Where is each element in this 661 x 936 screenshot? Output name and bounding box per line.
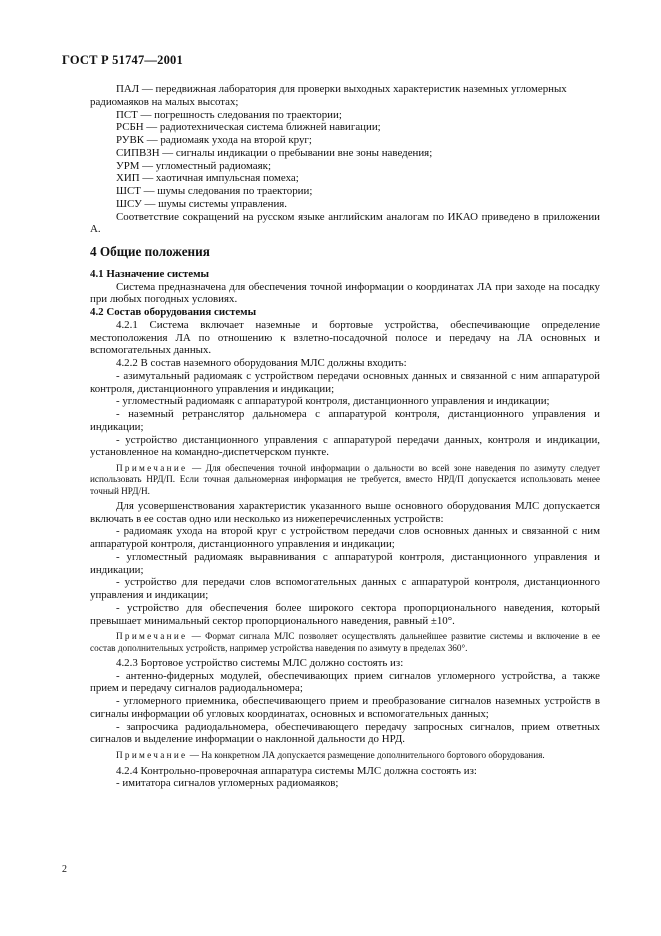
- improvement-intro: Для усовершенствования характеристик указанного выше основного оборудования МЛС допускается включать в ее состав одно или несколько из нижеперечисленных устройств:: [90, 499, 600, 525]
- onboard-item: - запросчика радиодальномера, обеспечивающего передачу запросных сигналов, прием ответных сигналов и выделение информации о наклонной дальности до НРД.: [90, 720, 600, 746]
- abbreviation-item: ШСУ — шумы системы управления.: [116, 197, 288, 210]
- subsection-4-1-heading: 4.1 Назначение системы: [90, 267, 210, 280]
- abbreviation-item: СИПВЗН — сигналы индикации о пребывании вне зоны наведения;: [116, 146, 433, 159]
- note-1-text: — Для обеспечения точной информации о дальности во всей зоне наведения по азимуту следует использовать НРД/П. Если точная дальномерная информация не требуется, вместо НРД/П допускается использовать менее точный НРД/Н.: [90, 463, 601, 496]
- ground-equipment-item: - наземный ретранслятор дальномера с аппаратурой контроля, дистанционного управления и индикации;: [90, 408, 600, 433]
- ground-equipment-item: - устройство дистанционного управления с аппаратурой передачи данных, контроля и индикации, установленное на командно-диспетчерском пункте.: [90, 433, 600, 459]
- abbreviation-item: ПАЛ — передвижная лаборатория для проверки выходных характеристик наземных угломерных радиомаяков на малых высотах;: [90, 83, 567, 108]
- document-code-header: ГОСТ Р 51747—2001: [62, 53, 183, 67]
- abbreviation-item: ХИП — хаотичная импульсная помеха;: [116, 172, 299, 185]
- note-2-text: — Формат сигнала МЛС позволяет осуществлять дальнейшее развитие системы и включение в ее состав дополнительных устройств, например устройства наведения по азимуту в пределах 360°.: [90, 631, 601, 653]
- note-label: Примечание: [116, 631, 188, 642]
- ground-equipment-item: - азимутальный радиомаяк с устройством передачи основных данных и связанной с ним аппаратурой контроля, дистанционного управления и индикации;: [90, 369, 600, 395]
- improvement-item: - угломестный радиомаяк выравнивания с аппаратурой контроля, дистанционного управления и индикации;: [90, 550, 600, 576]
- abbreviation-item: ШСТ — шумы следования по траектории;: [116, 185, 313, 197]
- subsection-4-2-heading: 4.2 Состав оборудования системы: [90, 306, 257, 318]
- control-item: - имитатора сигналов угломерных радиомаяков;: [116, 777, 339, 790]
- improvement-item: - устройство для обеспечения более широкого сектора пропорционального наведения, который превышает минимальный сектор пропорционального наведения, равный ±10°.: [90, 601, 600, 627]
- subsection-4-1-text: Система предназначена для обеспечения точной информации о координатах ЛА при заходе на посадку при любых погодных условиях.: [90, 280, 600, 306]
- abbreviation-item: РСБН — радиотехническая система ближней навигации;: [116, 121, 381, 134]
- improvement-item: - радиомаяк ухода на второй круг с устройством передачи слов основных данных и связанной с ним аппаратурой контроля, дистанционного управления и индикации;: [90, 525, 600, 551]
- onboard-item: - угломерного приемника, обеспечивающего прием и преобразование сигналов наземных устройств в сигналы информации об угловых координатах, основных и вспомогательных данных;: [90, 695, 600, 720]
- note-2: [90, 631, 600, 654]
- note-label: Примечание: [116, 463, 188, 473]
- section-4-heading: 4 Общие положения: [90, 244, 210, 259]
- abbreviation-item: УРМ — угломестный радиомаяк;: [116, 159, 271, 172]
- note-3-text: — На конкретном ЛА допускается размещение дополнительного бортового оборудования.: [189, 750, 545, 761]
- note-3: [90, 750, 600, 761]
- clause-4-2-1: 4.2.1 Система включает наземные и бортовые устройства, обеспечивающие определение местоположения ЛА по отношению к взлетно-посадочной полосе и передачу на ЛА основных и вспомогательных данных.: [90, 318, 600, 357]
- ground-equipment-item: - угломестный радиомаяк с аппаратурой контроля, дистанционного управления и индикации;: [116, 395, 550, 408]
- improvement-item: - устройство для передачи слов вспомогательных данных с аппаратурой контроля, дистанционного управления и индикации;: [90, 576, 600, 602]
- clause-4-2-3: 4.2.3 Бортовое устройство системы МЛС должно состоять из:: [116, 656, 404, 669]
- clause-4-2-2: 4.2.2 В состав наземного оборудования МЛС должны входить:: [116, 357, 407, 369]
- abbreviation-item: РУВК — радиомаяк ухода на второй круг;: [116, 134, 312, 146]
- page-body: [90, 83, 600, 790]
- clause-4-2-4: 4.2.4 Контрольно-проверочная аппаратура системы МЛС должна состоять из:: [116, 764, 477, 777]
- page-number: 2: [62, 864, 67, 875]
- note-1: [90, 463, 600, 497]
- onboard-item: - антенно-фидерных модулей, обеспечивающих прием сигналов угломерного устройства, а также прием и передачу сигналов радиодальномера;: [90, 669, 600, 695]
- abbreviation-item: ПСТ — погрешность следования по траектории;: [116, 108, 342, 121]
- abbreviation-closing: Соответствие сокращений на русском языке английским аналогам по ИКАО приведено в приложении А.: [90, 210, 600, 236]
- note-label: Примечание: [116, 750, 188, 761]
